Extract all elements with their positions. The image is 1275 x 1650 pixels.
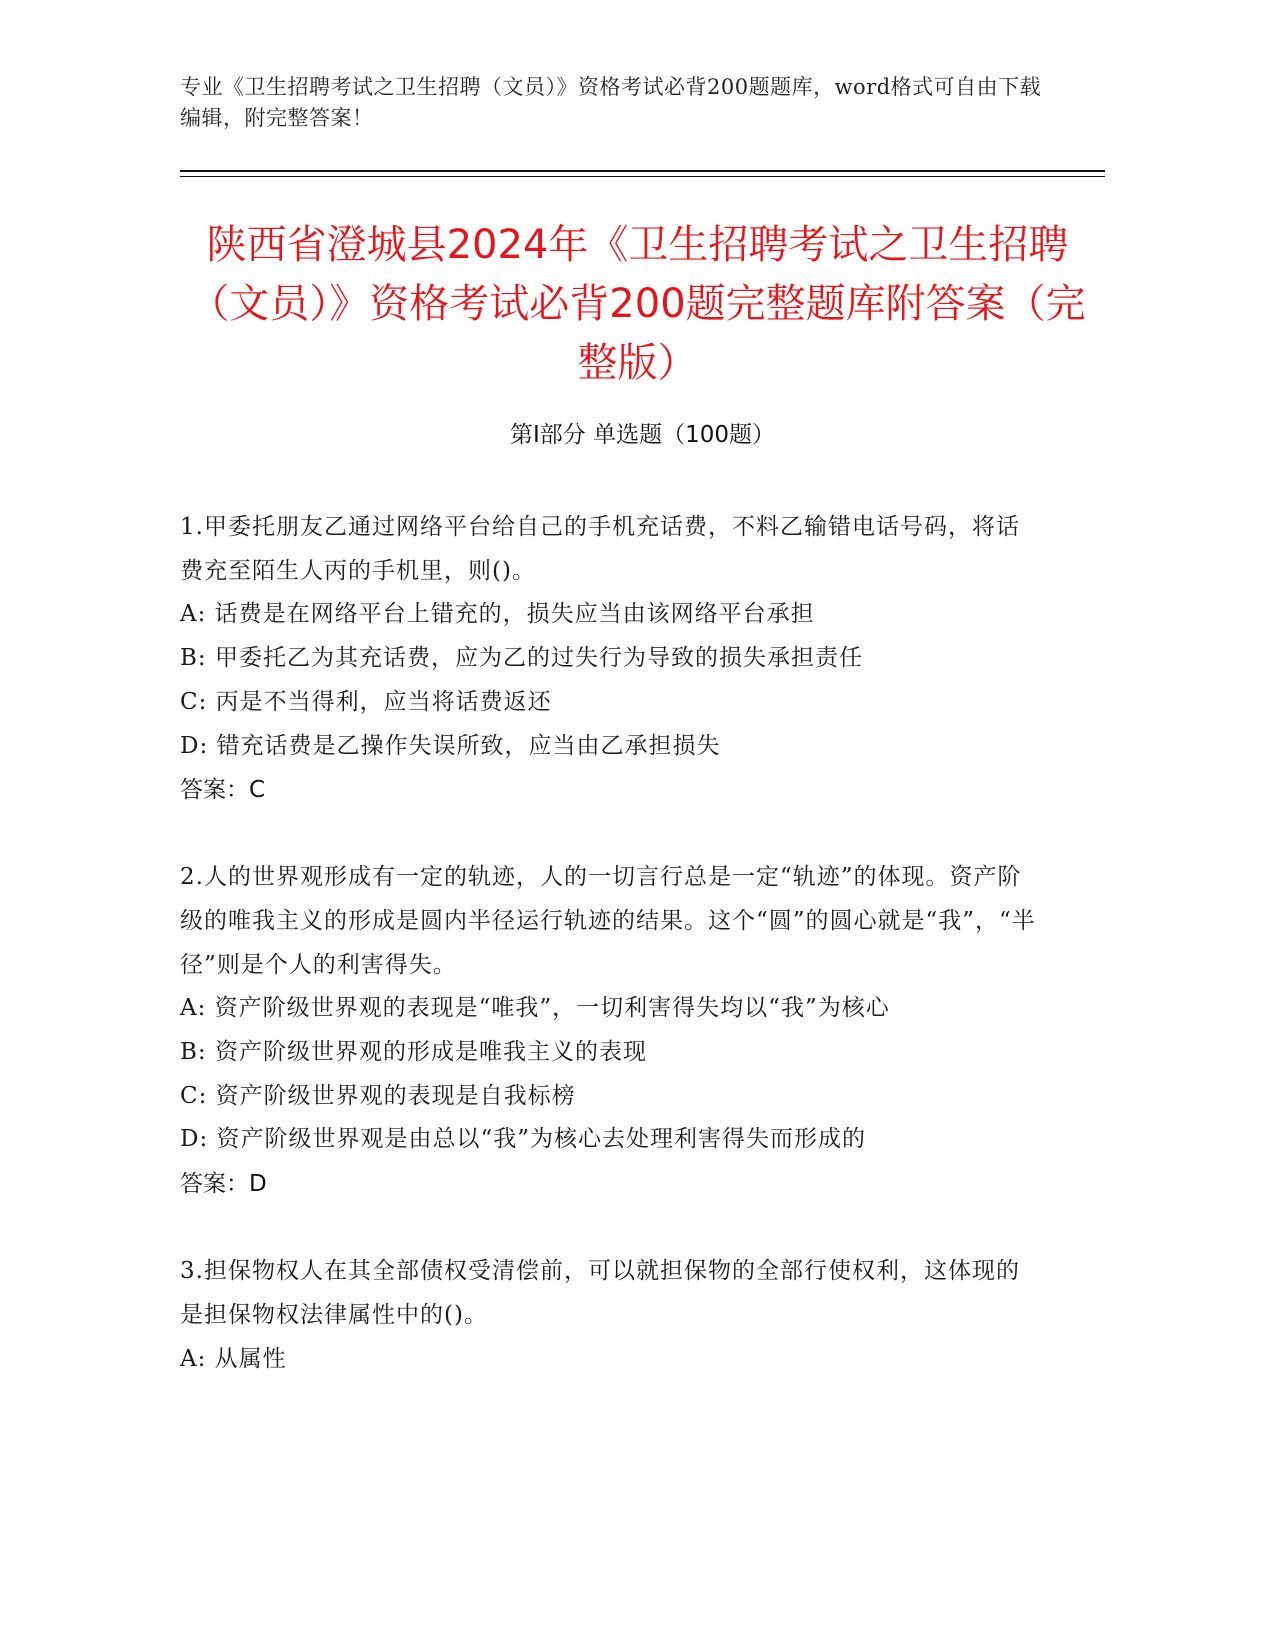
question-stem: 2.人的世界观形成有一定的轨迹，人的一切言行总是一定“轨迹”的体现。资产阶级的唯我主义的形成是圆内半径运行轨迹的结果。这个“圆”的圆心就是“我”，“半径”则是个人的利害得失。 (180, 864, 1036, 978)
answer-line: 答案：C (180, 777, 266, 804)
answer-line: 答案：D (180, 1171, 267, 1198)
option-c: C: 丙是不当得利，应当将话费返还 (180, 688, 552, 715)
header-divider-thin (180, 176, 1105, 177)
section-title: 第Ⅰ部分 单选题（100题） (510, 422, 775, 448)
question-3 (180, 1250, 1040, 1381)
question-list (180, 506, 1040, 1425)
header-divider-thick (180, 170, 1105, 172)
option-b: B: 甲委托乙为其充话费，应为乙的过失行为导致的损失承担责任 (180, 645, 863, 672)
option-a: A: 话费是在网络平台上错充的，损失应当由该网络平台承担 (180, 601, 815, 628)
question-1 (180, 506, 1040, 812)
document-title: 陕西省澄城县2024年《卫生招聘考试之卫生招聘（文员）》资格考试必背200题完整题库附答案（完整版） (189, 222, 1086, 386)
header-note: 专业《卫生招聘考试之卫生招聘（文员）》资格考试必背200题题库，word格式可自由下载编辑，附完整答案！ (180, 75, 1042, 130)
option-d: D: 错充话费是乙操作失误所致，应当由乙承担损失 (180, 732, 721, 759)
option-c: C: 资产阶级世界观的表现是自我标榜 (180, 1082, 576, 1109)
question-2 (180, 856, 1040, 1206)
option-a: A: 从属性 (180, 1345, 287, 1372)
option-b: B: 资产阶级世界观的形成是唯我主义的表现 (180, 1039, 647, 1066)
question-stem: 1.甲委托朋友乙通过网络平台给自己的手机充话费，不料乙输错电话号码，将话费充至陌生人丙的手机里，则()。 (180, 514, 1020, 584)
option-d: D: 资产阶级世界观是由总以“我”为核心去处理利害得失而形成的 (180, 1126, 867, 1153)
question-stem: 3.担保物权人在其全部债权受清偿前，可以就担保物的全部行使权利，这体现的是担保物权法律属性中的()。 (180, 1258, 1020, 1328)
option-a: A: 资产阶级世界观的表现是“唯我”，一切利害得失均以“我”为核心 (180, 995, 890, 1022)
